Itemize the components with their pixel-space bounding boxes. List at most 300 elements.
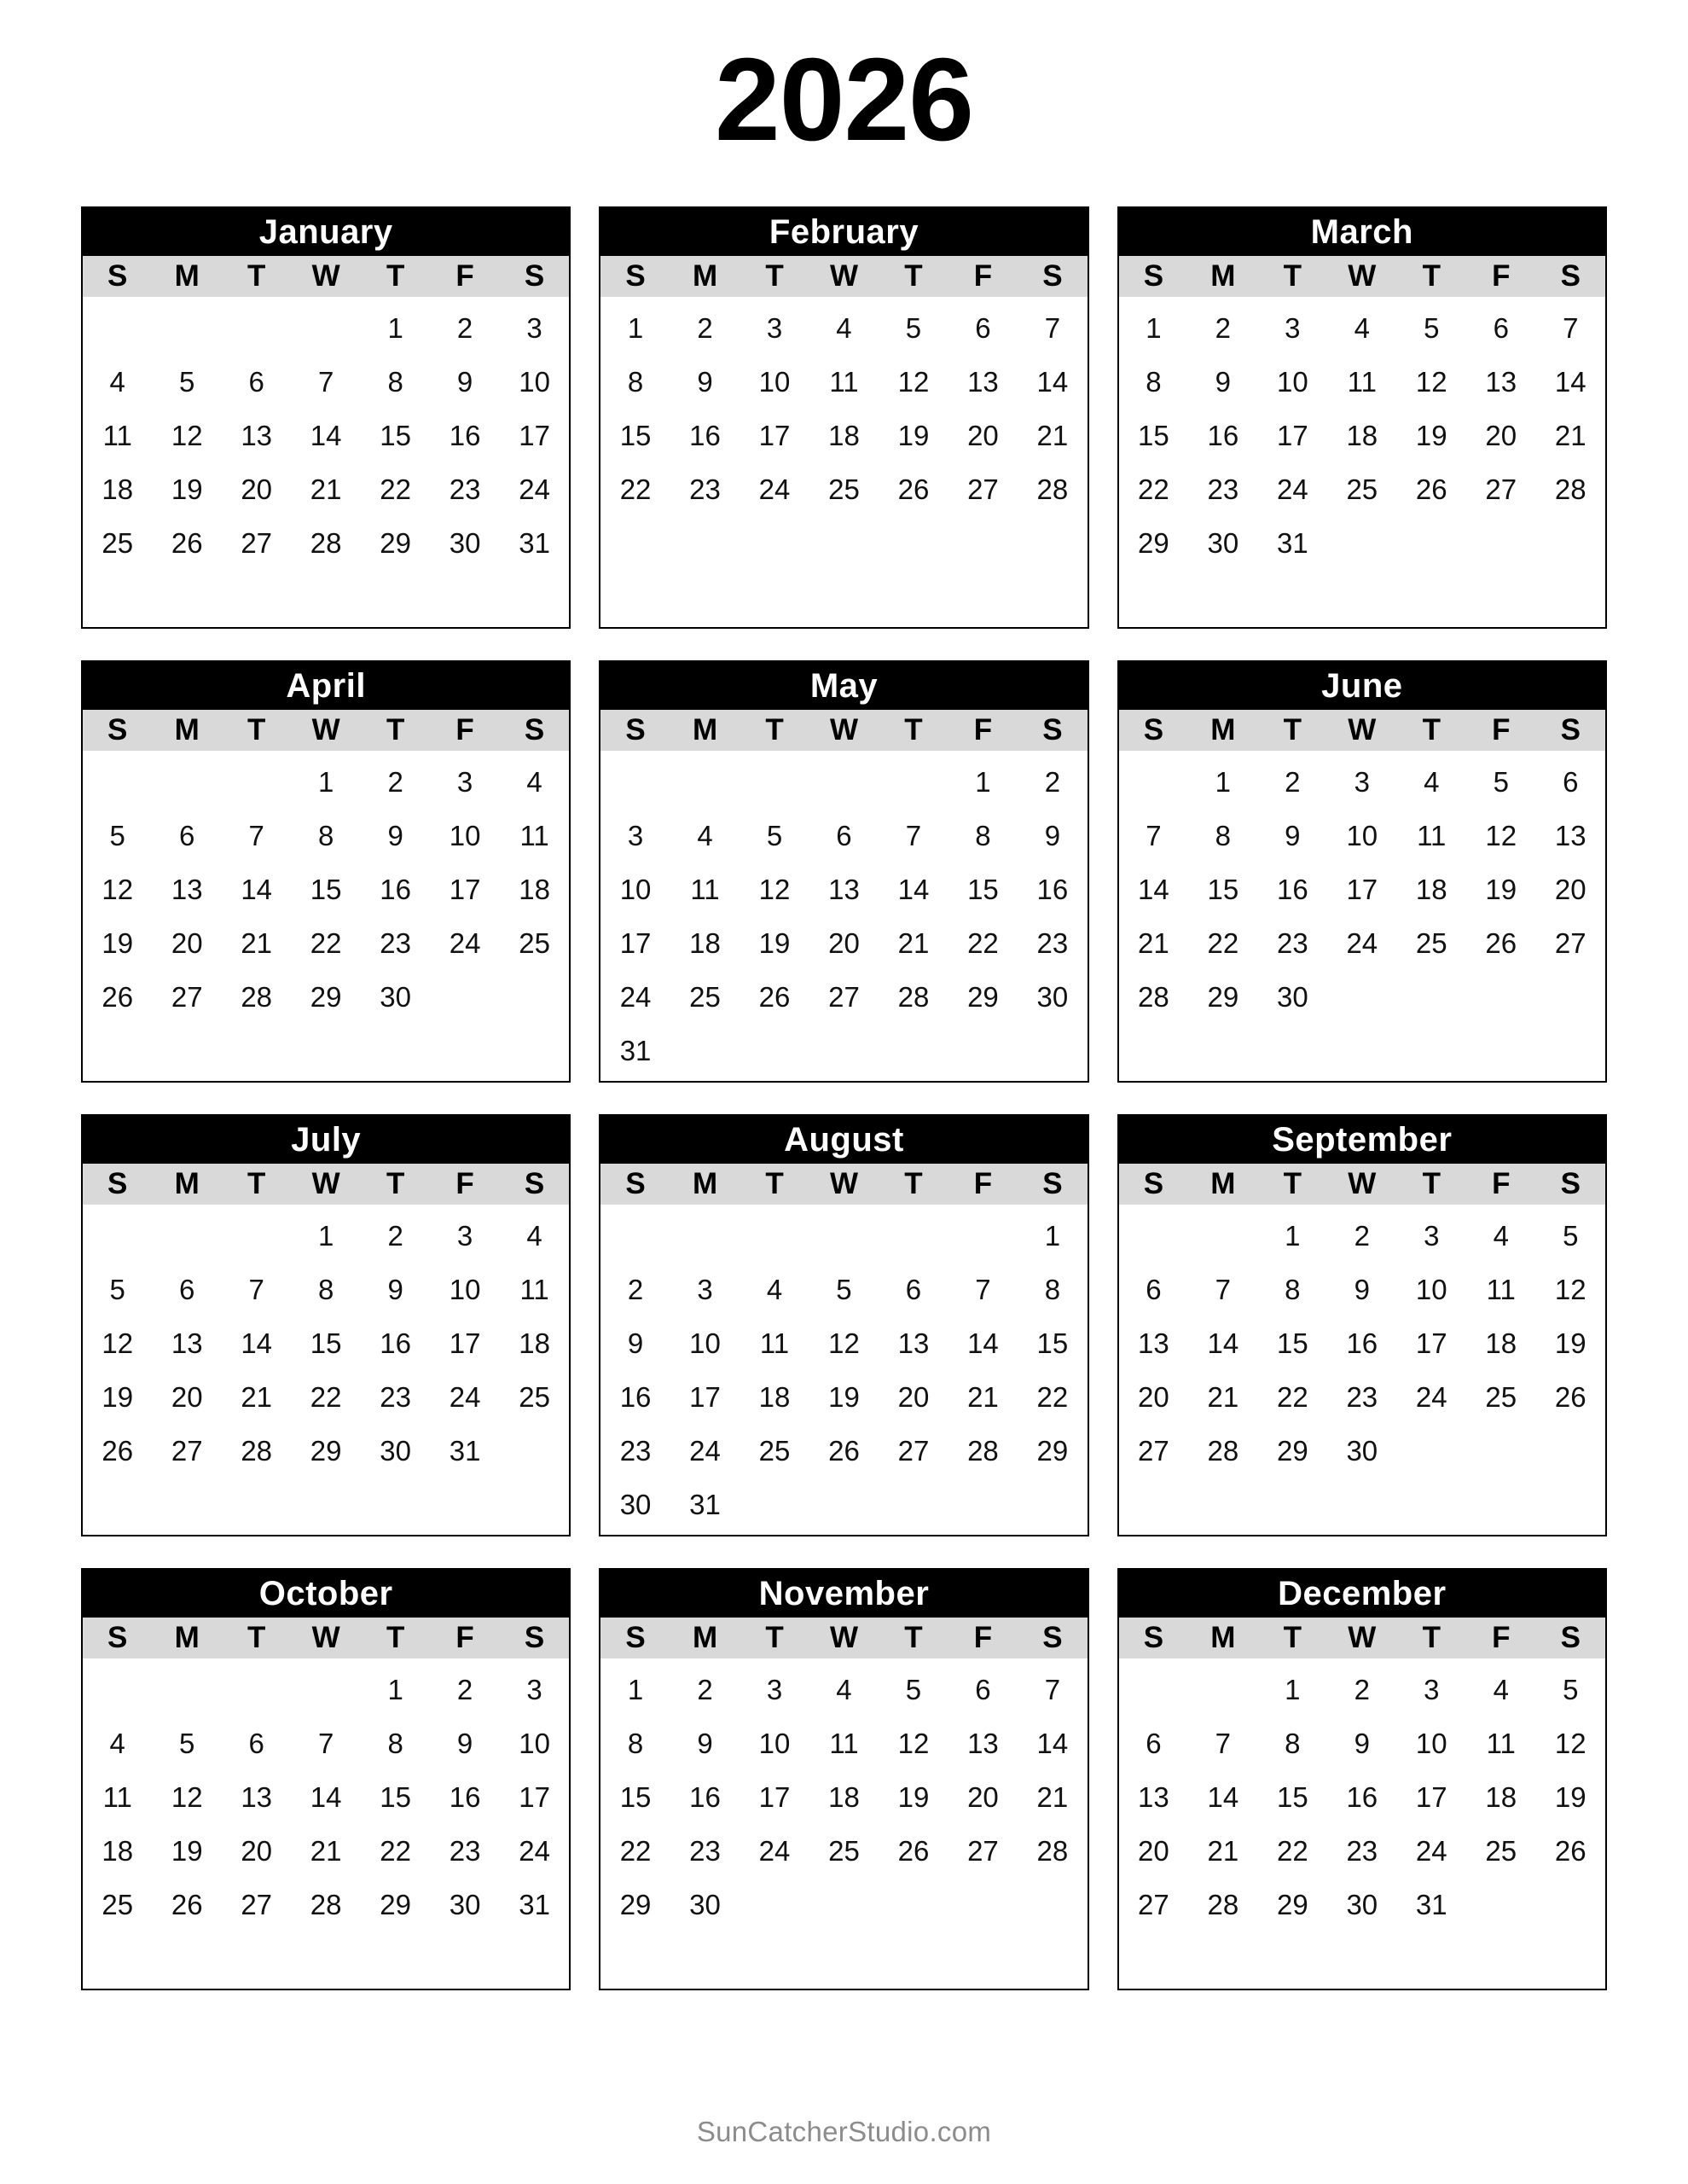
day-cell[interactable]: 30 xyxy=(1207,527,1239,559)
day-cell[interactable]: 10 xyxy=(449,820,481,851)
day-cell[interactable]: 20 xyxy=(828,927,860,959)
day-cell[interactable]: 17 xyxy=(449,1327,481,1359)
day-cell[interactable]: 21 xyxy=(310,1835,342,1867)
day-cell[interactable]: 2 xyxy=(1044,766,1061,798)
day-cell[interactable]: 6 xyxy=(975,312,991,344)
day-cell[interactable]: 27 xyxy=(241,527,273,559)
day-cell[interactable]: 26 xyxy=(1415,473,1447,505)
day-cell[interactable]: 1 xyxy=(317,1220,334,1252)
day-cell[interactable]: 31 xyxy=(519,527,550,559)
day-cell[interactable]: 27 xyxy=(967,1835,999,1867)
day-cell[interactable]: 17 xyxy=(519,1781,550,1813)
day-cell[interactable]: 20 xyxy=(171,1381,203,1413)
day-cell[interactable]: 3 xyxy=(456,1220,473,1252)
day-cell[interactable]: 16 xyxy=(689,420,721,451)
day-cell[interactable]: 6 xyxy=(248,366,264,398)
day-cell[interactable]: 2 xyxy=(697,1674,713,1705)
day-cell[interactable]: 7 xyxy=(975,1274,991,1305)
day-cell[interactable]: 25 xyxy=(1485,1835,1517,1867)
day-cell[interactable]: 29 xyxy=(380,527,411,559)
day-cell[interactable]: 21 xyxy=(310,473,342,505)
day-cell[interactable]: 2 xyxy=(456,312,473,344)
day-cell[interactable]: 12 xyxy=(171,420,203,451)
day-cell[interactable]: 31 xyxy=(449,1435,481,1467)
day-cell[interactable]: 18 xyxy=(102,473,134,505)
day-cell[interactable]: 20 xyxy=(171,927,203,959)
day-cell[interactable]: 23 xyxy=(380,927,411,959)
day-cell[interactable]: 6 xyxy=(975,1674,991,1705)
day-cell[interactable]: 14 xyxy=(897,874,930,905)
day-cell[interactable]: 29 xyxy=(619,1889,652,1920)
day-cell[interactable]: 30 xyxy=(1036,981,1069,1013)
day-cell[interactable]: 23 xyxy=(689,1835,721,1867)
day-cell[interactable]: 31 xyxy=(519,1889,550,1920)
day-cell[interactable]: 6 xyxy=(1563,766,1579,798)
day-cell[interactable]: 2 xyxy=(1354,1674,1370,1705)
day-cell[interactable]: 7 xyxy=(905,820,922,851)
day-cell[interactable]: 5 xyxy=(109,1274,125,1305)
day-cell[interactable]: 24 xyxy=(519,1835,550,1867)
day-cell[interactable]: 7 xyxy=(1215,1274,1232,1305)
day-cell[interactable]: 23 xyxy=(1207,473,1239,505)
day-cell[interactable]: 4 xyxy=(1493,1220,1509,1252)
day-cell[interactable]: 30 xyxy=(449,1889,481,1920)
day-cell[interactable]: 21 xyxy=(241,1381,273,1413)
day-cell[interactable]: 12 xyxy=(171,1781,203,1813)
day-cell[interactable]: 8 xyxy=(1044,1274,1061,1305)
day-cell[interactable]: 5 xyxy=(905,312,922,344)
day-cell[interactable]: 11 xyxy=(1486,1274,1516,1305)
day-cell[interactable]: 26 xyxy=(171,1889,203,1920)
day-cell[interactable]: 12 xyxy=(102,874,134,905)
day-cell[interactable]: 17 xyxy=(1415,1327,1447,1359)
day-cell[interactable]: 24 xyxy=(1346,927,1378,959)
day-cell[interactable]: 22 xyxy=(1276,1381,1308,1413)
day-cell[interactable]: 6 xyxy=(179,1274,195,1305)
day-cell[interactable]: 23 xyxy=(1036,927,1069,959)
day-cell[interactable]: 31 xyxy=(619,1035,652,1066)
day-cell[interactable]: 17 xyxy=(758,420,791,451)
day-cell[interactable]: 6 xyxy=(1146,1274,1162,1305)
day-cell[interactable]: 21 xyxy=(967,1381,999,1413)
day-cell[interactable]: 11 xyxy=(1486,1728,1516,1759)
day-cell[interactable]: 10 xyxy=(1346,820,1378,851)
day-cell[interactable]: 4 xyxy=(1354,312,1370,344)
day-cell[interactable]: 16 xyxy=(1346,1781,1378,1813)
day-cell[interactable]: 18 xyxy=(1346,420,1378,451)
day-cell[interactable]: 5 xyxy=(179,1728,195,1759)
day-cell[interactable]: 11 xyxy=(690,874,720,905)
day-cell[interactable]: 14 xyxy=(241,1327,273,1359)
day-cell[interactable]: 1 xyxy=(387,312,403,344)
day-cell[interactable]: 14 xyxy=(967,1327,999,1359)
day-cell[interactable]: 20 xyxy=(1138,1835,1169,1867)
day-cell[interactable]: 5 xyxy=(836,1274,852,1305)
day-cell[interactable]: 30 xyxy=(689,1889,721,1920)
day-cell[interactable]: 26 xyxy=(102,981,134,1013)
day-cell[interactable]: 11 xyxy=(1347,366,1377,398)
day-cell[interactable]: 25 xyxy=(828,473,860,505)
day-cell[interactable]: 18 xyxy=(828,1781,860,1813)
day-cell[interactable]: 26 xyxy=(171,527,203,559)
day-cell[interactable]: 16 xyxy=(449,420,481,451)
day-cell[interactable]: 4 xyxy=(1493,1674,1509,1705)
day-cell[interactable]: 12 xyxy=(1554,1728,1586,1759)
day-cell[interactable]: 28 xyxy=(1036,473,1069,505)
day-cell[interactable]: 27 xyxy=(828,981,860,1013)
day-cell[interactable]: 2 xyxy=(627,1274,644,1305)
day-cell[interactable]: 11 xyxy=(829,366,859,398)
day-cell[interactable]: 19 xyxy=(1554,1781,1586,1813)
day-cell[interactable]: 29 xyxy=(1138,527,1169,559)
day-cell[interactable]: 7 xyxy=(317,366,334,398)
day-cell[interactable]: 20 xyxy=(897,1381,930,1413)
day-cell[interactable]: 9 xyxy=(1044,820,1061,851)
day-cell[interactable]: 4 xyxy=(766,1274,783,1305)
day-cell[interactable]: 1 xyxy=(975,766,991,798)
day-cell[interactable]: 8 xyxy=(317,1274,334,1305)
day-cell[interactable]: 10 xyxy=(1415,1274,1447,1305)
day-cell[interactable]: 8 xyxy=(317,820,334,851)
day-cell[interactable]: 2 xyxy=(1285,766,1301,798)
day-cell[interactable]: 4 xyxy=(109,1728,125,1759)
day-cell[interactable]: 3 xyxy=(1285,312,1301,344)
day-cell[interactable]: 8 xyxy=(975,820,991,851)
day-cell[interactable]: 12 xyxy=(828,1327,860,1359)
day-cell[interactable]: 17 xyxy=(1346,874,1378,905)
day-cell[interactable]: 8 xyxy=(627,366,644,398)
day-cell[interactable]: 15 xyxy=(310,1327,342,1359)
day-cell[interactable]: 30 xyxy=(380,1435,411,1467)
day-cell[interactable]: 9 xyxy=(456,1728,473,1759)
day-cell[interactable]: 9 xyxy=(1354,1728,1370,1759)
day-cell[interactable]: 2 xyxy=(697,312,713,344)
day-cell[interactable]: 1 xyxy=(1285,1674,1301,1705)
day-cell[interactable]: 9 xyxy=(456,366,473,398)
day-cell[interactable]: 10 xyxy=(519,366,550,398)
day-cell[interactable]: 15 xyxy=(1207,874,1239,905)
day-cell[interactable]: 8 xyxy=(1285,1728,1301,1759)
day-cell[interactable]: 21 xyxy=(1036,420,1069,451)
day-cell[interactable]: 29 xyxy=(380,1889,411,1920)
day-cell[interactable]: 14 xyxy=(1207,1327,1239,1359)
day-cell[interactable]: 22 xyxy=(967,927,999,959)
day-cell[interactable]: 8 xyxy=(387,366,403,398)
day-cell[interactable]: 25 xyxy=(689,981,721,1013)
day-cell[interactable]: 13 xyxy=(1485,366,1517,398)
day-cell[interactable]: 20 xyxy=(967,420,999,451)
day-cell[interactable]: 25 xyxy=(102,1889,134,1920)
day-cell[interactable]: 7 xyxy=(248,820,264,851)
day-cell[interactable]: 8 xyxy=(387,1728,403,1759)
day-cell[interactable]: 2 xyxy=(1354,1220,1370,1252)
day-cell[interactable]: 19 xyxy=(758,927,791,959)
day-cell[interactable]: 29 xyxy=(1276,1435,1308,1467)
day-cell[interactable]: 2 xyxy=(387,766,403,798)
day-cell[interactable]: 5 xyxy=(179,366,195,398)
day-cell[interactable]: 16 xyxy=(380,1327,411,1359)
day-cell[interactable]: 5 xyxy=(1563,1674,1579,1705)
day-cell[interactable]: 23 xyxy=(619,1435,652,1467)
day-cell[interactable]: 24 xyxy=(449,1381,481,1413)
day-cell[interactable]: 30 xyxy=(380,981,411,1013)
day-cell[interactable]: 11 xyxy=(102,420,132,451)
day-cell[interactable]: 18 xyxy=(519,874,550,905)
day-cell[interactable]: 22 xyxy=(1276,1835,1308,1867)
day-cell[interactable]: 23 xyxy=(689,473,721,505)
day-cell[interactable]: 27 xyxy=(241,1889,273,1920)
day-cell[interactable]: 31 xyxy=(689,1489,721,1520)
day-cell[interactable]: 12 xyxy=(1485,820,1517,851)
day-cell[interactable]: 30 xyxy=(449,527,481,559)
day-cell[interactable]: 19 xyxy=(828,1381,860,1413)
day-cell[interactable]: 9 xyxy=(387,820,403,851)
day-cell[interactable]: 5 xyxy=(1493,766,1509,798)
day-cell[interactable]: 15 xyxy=(380,420,411,451)
day-cell[interactable]: 26 xyxy=(1554,1381,1586,1413)
day-cell[interactable]: 11 xyxy=(829,1728,859,1759)
day-cell[interactable]: 6 xyxy=(1493,312,1509,344)
day-cell[interactable]: 15 xyxy=(1036,1327,1069,1359)
day-cell[interactable]: 25 xyxy=(1485,1381,1517,1413)
day-cell[interactable]: 23 xyxy=(1346,1381,1378,1413)
day-cell[interactable]: 10 xyxy=(1415,1728,1447,1759)
day-cell[interactable]: 27 xyxy=(897,1435,930,1467)
day-cell[interactable]: 28 xyxy=(1207,1889,1239,1920)
day-cell[interactable]: 12 xyxy=(897,366,930,398)
day-cell[interactable]: 29 xyxy=(1276,1889,1308,1920)
day-cell[interactable]: 13 xyxy=(967,1728,999,1759)
day-cell[interactable]: 22 xyxy=(1036,1381,1069,1413)
day-cell[interactable]: 3 xyxy=(526,312,542,344)
day-cell[interactable]: 25 xyxy=(519,1381,550,1413)
day-cell[interactable]: 15 xyxy=(619,1781,652,1813)
day-cell[interactable]: 14 xyxy=(241,874,273,905)
day-cell[interactable]: 16 xyxy=(1346,1327,1378,1359)
day-cell[interactable]: 18 xyxy=(519,1327,550,1359)
day-cell[interactable]: 12 xyxy=(1554,1274,1586,1305)
day-cell[interactable]: 9 xyxy=(387,1274,403,1305)
day-cell[interactable]: 21 xyxy=(1207,1835,1239,1867)
day-cell[interactable]: 18 xyxy=(828,420,860,451)
day-cell[interactable]: 18 xyxy=(758,1381,791,1413)
day-cell[interactable]: 17 xyxy=(519,420,550,451)
day-cell[interactable]: 13 xyxy=(1138,1781,1169,1813)
day-cell[interactable]: 24 xyxy=(689,1435,721,1467)
day-cell[interactable]: 8 xyxy=(1285,1274,1301,1305)
day-cell[interactable]: 27 xyxy=(171,1435,203,1467)
day-cell[interactable]: 3 xyxy=(697,1274,713,1305)
day-cell[interactable]: 3 xyxy=(1424,1674,1440,1705)
day-cell[interactable]: 24 xyxy=(1415,1381,1447,1413)
day-cell[interactable]: 25 xyxy=(102,527,134,559)
day-cell[interactable]: 10 xyxy=(519,1728,550,1759)
day-cell[interactable]: 14 xyxy=(1207,1781,1239,1813)
day-cell[interactable]: 6 xyxy=(179,820,195,851)
day-cell[interactable]: 1 xyxy=(1146,312,1162,344)
day-cell[interactable]: 12 xyxy=(758,874,791,905)
day-cell[interactable]: 8 xyxy=(1215,820,1232,851)
day-cell[interactable]: 25 xyxy=(1346,473,1378,505)
day-cell[interactable]: 20 xyxy=(241,473,273,505)
day-cell[interactable]: 17 xyxy=(1415,1781,1447,1813)
day-cell[interactable]: 3 xyxy=(1424,1220,1440,1252)
day-cell[interactable]: 27 xyxy=(1138,1435,1169,1467)
day-cell[interactable]: 3 xyxy=(456,766,473,798)
day-cell[interactable]: 13 xyxy=(1138,1327,1169,1359)
day-cell[interactable]: 21 xyxy=(1554,420,1586,451)
day-cell[interactable]: 28 xyxy=(241,1435,273,1467)
day-cell[interactable]: 14 xyxy=(1554,366,1586,398)
day-cell[interactable]: 12 xyxy=(897,1728,930,1759)
day-cell[interactable]: 18 xyxy=(102,1835,134,1867)
day-cell[interactable]: 1 xyxy=(1285,1220,1301,1252)
day-cell[interactable]: 10 xyxy=(758,1728,791,1759)
day-cell[interactable]: 7 xyxy=(1563,312,1579,344)
day-cell[interactable]: 25 xyxy=(828,1835,860,1867)
day-cell[interactable]: 7 xyxy=(248,1274,264,1305)
day-cell[interactable]: 7 xyxy=(1215,1728,1232,1759)
day-cell[interactable]: 14 xyxy=(1138,874,1169,905)
day-cell[interactable]: 1 xyxy=(1215,766,1232,798)
day-cell[interactable]: 20 xyxy=(1554,874,1586,905)
day-cell[interactable]: 29 xyxy=(1207,981,1239,1013)
day-cell[interactable]: 28 xyxy=(897,981,930,1013)
day-cell[interactable]: 22 xyxy=(380,473,411,505)
day-cell[interactable]: 3 xyxy=(1354,766,1370,798)
day-cell[interactable]: 10 xyxy=(758,366,791,398)
day-cell[interactable]: 22 xyxy=(1138,473,1169,505)
day-cell[interactable]: 28 xyxy=(1207,1435,1239,1467)
day-cell[interactable]: 16 xyxy=(380,874,411,905)
day-cell[interactable]: 18 xyxy=(1485,1781,1517,1813)
day-cell[interactable]: 12 xyxy=(1415,366,1447,398)
day-cell[interactable]: 31 xyxy=(1415,1889,1447,1920)
day-cell[interactable]: 23 xyxy=(1276,927,1308,959)
day-cell[interactable]: 31 xyxy=(1276,527,1308,559)
day-cell[interactable]: 10 xyxy=(1276,366,1308,398)
day-cell[interactable]: 3 xyxy=(766,1674,783,1705)
day-cell[interactable]: 10 xyxy=(619,874,652,905)
day-cell[interactable]: 27 xyxy=(1554,927,1586,959)
day-cell[interactable]: 5 xyxy=(1424,312,1440,344)
day-cell[interactable]: 17 xyxy=(1276,420,1308,451)
day-cell[interactable]: 3 xyxy=(526,1674,542,1705)
day-cell[interactable]: 4 xyxy=(836,1674,852,1705)
day-cell[interactable]: 23 xyxy=(449,473,481,505)
day-cell[interactable]: 19 xyxy=(171,473,203,505)
day-cell[interactable]: 3 xyxy=(627,820,644,851)
day-cell[interactable]: 23 xyxy=(449,1835,481,1867)
day-cell[interactable]: 30 xyxy=(619,1489,652,1520)
day-cell[interactable]: 22 xyxy=(310,1381,342,1413)
day-cell[interactable]: 8 xyxy=(1146,366,1162,398)
day-cell[interactable]: 13 xyxy=(828,874,860,905)
day-cell[interactable]: 26 xyxy=(897,473,930,505)
day-cell[interactable]: 13 xyxy=(241,1781,273,1813)
day-cell[interactable]: 13 xyxy=(171,874,203,905)
day-cell[interactable]: 27 xyxy=(967,473,999,505)
day-cell[interactable]: 14 xyxy=(1036,366,1069,398)
day-cell[interactable]: 14 xyxy=(310,420,342,451)
day-cell[interactable]: 20 xyxy=(241,1835,273,1867)
day-cell[interactable]: 30 xyxy=(1346,1435,1378,1467)
day-cell[interactable]: 29 xyxy=(967,981,999,1013)
day-cell[interactable]: 27 xyxy=(1138,1889,1169,1920)
day-cell[interactable]: 28 xyxy=(1036,1835,1069,1867)
day-cell[interactable]: 27 xyxy=(1485,473,1517,505)
day-cell[interactable]: 27 xyxy=(171,981,203,1013)
day-cell[interactable]: 17 xyxy=(619,927,652,959)
day-cell[interactable]: 14 xyxy=(310,1781,342,1813)
day-cell[interactable]: 23 xyxy=(1346,1835,1378,1867)
day-cell[interactable]: 17 xyxy=(449,874,481,905)
day-cell[interactable]: 28 xyxy=(310,1889,342,1920)
day-cell[interactable]: 15 xyxy=(967,874,999,905)
day-cell[interactable]: 21 xyxy=(241,927,273,959)
day-cell[interactable]: 24 xyxy=(519,473,550,505)
day-cell[interactable]: 19 xyxy=(171,1835,203,1867)
day-cell[interactable]: 1 xyxy=(387,1674,403,1705)
day-cell[interactable]: 19 xyxy=(1415,420,1447,451)
day-cell[interactable]: 19 xyxy=(897,1781,930,1813)
day-cell[interactable]: 28 xyxy=(1138,981,1169,1013)
day-cell[interactable]: 13 xyxy=(897,1327,930,1359)
day-cell[interactable]: 26 xyxy=(1554,1835,1586,1867)
day-cell[interactable]: 4 xyxy=(526,766,542,798)
day-cell[interactable]: 4 xyxy=(836,312,852,344)
day-cell[interactable]: 20 xyxy=(1485,420,1517,451)
day-cell[interactable]: 9 xyxy=(1354,1274,1370,1305)
day-cell[interactable]: 22 xyxy=(380,1835,411,1867)
day-cell[interactable]: 8 xyxy=(627,1728,644,1759)
day-cell[interactable]: 15 xyxy=(1276,1781,1308,1813)
day-cell[interactable]: 2 xyxy=(387,1220,403,1252)
day-cell[interactable]: 1 xyxy=(627,1674,644,1705)
day-cell[interactable]: 26 xyxy=(1485,927,1517,959)
day-cell[interactable]: 15 xyxy=(619,420,652,451)
day-cell[interactable]: 13 xyxy=(1554,820,1586,851)
day-cell[interactable]: 16 xyxy=(689,1781,721,1813)
day-cell[interactable]: 24 xyxy=(758,1835,791,1867)
day-cell[interactable]: 6 xyxy=(248,1728,264,1759)
day-cell[interactable]: 24 xyxy=(758,473,791,505)
day-cell[interactable]: 22 xyxy=(619,1835,652,1867)
day-cell[interactable]: 16 xyxy=(1036,874,1069,905)
day-cell[interactable]: 4 xyxy=(697,820,713,851)
day-cell[interactable]: 5 xyxy=(1563,1220,1579,1252)
day-cell[interactable]: 9 xyxy=(627,1327,644,1359)
day-cell[interactable]: 25 xyxy=(519,927,550,959)
day-cell[interactable]: 7 xyxy=(1146,820,1162,851)
day-cell[interactable]: 12 xyxy=(102,1327,134,1359)
day-cell[interactable]: 19 xyxy=(897,420,930,451)
day-cell[interactable]: 9 xyxy=(697,366,713,398)
day-cell[interactable]: 24 xyxy=(449,927,481,959)
day-cell[interactable]: 17 xyxy=(758,1781,791,1813)
day-cell[interactable]: 3 xyxy=(766,312,783,344)
day-cell[interactable]: 28 xyxy=(967,1435,999,1467)
day-cell[interactable]: 13 xyxy=(241,420,273,451)
day-cell[interactable]: 21 xyxy=(1036,1781,1069,1813)
day-cell[interactable]: 10 xyxy=(689,1327,721,1359)
day-cell[interactable]: 22 xyxy=(1207,927,1239,959)
day-cell[interactable]: 18 xyxy=(689,927,721,959)
day-cell[interactable]: 10 xyxy=(449,1274,481,1305)
day-cell[interactable]: 11 xyxy=(519,820,549,851)
day-cell[interactable]: 26 xyxy=(828,1435,860,1467)
day-cell[interactable]: 29 xyxy=(1036,1435,1069,1467)
